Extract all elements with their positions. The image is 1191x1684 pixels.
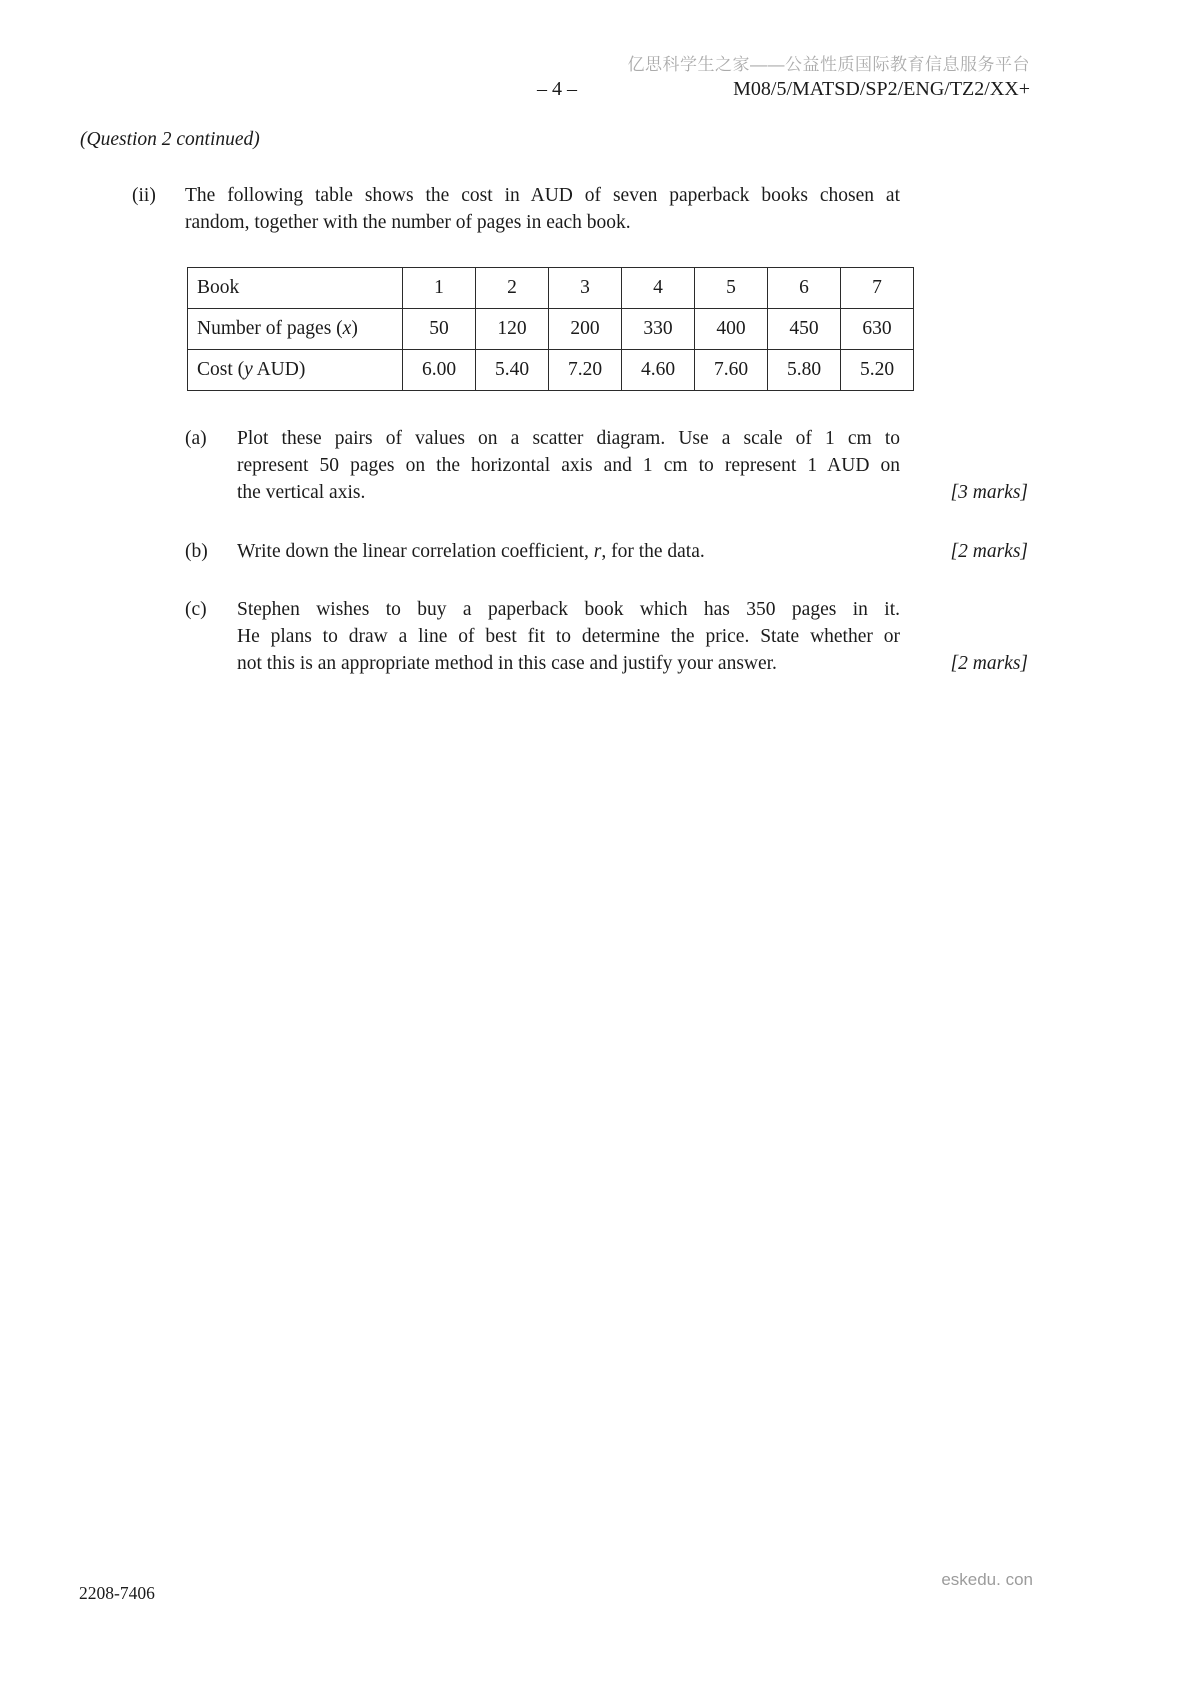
part-c-label: (c) — [185, 599, 207, 620]
table-cell: 200 — [549, 309, 622, 350]
footer-watermark-text: eskedu. con — [941, 1570, 1033, 1589]
table-row-pages — [188, 309, 914, 350]
paper-code: M08/5/MATSD/SP2/ENG/TZ2/XX+ — [733, 78, 1030, 100]
question-continued-note: (Question 2 continued) — [80, 129, 260, 150]
page-number: – 4 – — [537, 78, 577, 100]
table-cell: 7 — [841, 268, 914, 309]
table-cell: 6 — [768, 268, 841, 309]
part-b-variable: r — [593, 541, 602, 562]
part-c-line-2: He plans to draw a line of best fit to determine the price. State whether or — [237, 626, 900, 647]
table-cell: 6.00 — [403, 350, 476, 391]
row-header-variable: x — [342, 318, 352, 339]
part-c-line-1: Stephen wishes to buy a paperback book which has 350 pages in it. — [237, 599, 900, 620]
table-cell: 7.60 — [695, 350, 768, 391]
part-b-text-before: Write down the linear correlation coefficient, — [237, 541, 594, 562]
table-cell: 50 — [403, 309, 476, 350]
book-data-table — [187, 267, 914, 391]
table-cell: 2 — [476, 268, 549, 309]
question-part-a — [185, 425, 900, 506]
part-a-label: (a) — [185, 428, 207, 449]
part-c-text — [237, 596, 900, 677]
table-row-cost — [188, 350, 914, 391]
part-c-line-3: not this is an appropriate method in this case and justify your answer. — [237, 653, 777, 674]
table-cell: 630 — [841, 309, 914, 350]
question-part-c — [185, 596, 900, 677]
row-header-pages — [188, 309, 403, 350]
part-a-line-1: Plot these pairs of values on a scatter diagram. Use a scale of 1 cm to — [237, 428, 900, 449]
part-a-text — [237, 425, 900, 506]
row-header-text: Book — [197, 277, 240, 298]
table-cell: 5 — [695, 268, 768, 309]
site-watermark-text: 亿思科学生之家——公益性质国际教育信息服务平台 — [627, 55, 1030, 74]
table-cell: 4.60 — [622, 350, 695, 391]
table-cell: 400 — [695, 309, 768, 350]
table-cell: 450 — [768, 309, 841, 350]
table-row-book — [188, 268, 914, 309]
row-header-variable: y — [244, 359, 253, 380]
question-part-b — [185, 538, 900, 565]
table-cell: 120 — [476, 309, 549, 350]
row-header-text: Cost ( — [197, 359, 245, 380]
document-code: 2208-7406 — [79, 1583, 155, 1603]
part-b-text-after: , for the data. — [601, 541, 705, 562]
part-b-label: (b) — [185, 541, 208, 562]
part-b-text — [237, 538, 900, 565]
part-c-marks: [2 marks] — [950, 653, 1028, 674]
part-b-marks: [2 marks] — [950, 541, 1028, 562]
table-cell: 5.80 — [768, 350, 841, 391]
row-header-suffix: ) — [351, 318, 358, 339]
part-ii-text — [185, 182, 900, 236]
row-header-suffix: AUD) — [252, 359, 306, 380]
row-header-cost — [188, 350, 403, 391]
part-a-marks: [3 marks] — [950, 482, 1028, 503]
part-ii-line-2: random, together with the number of pages in each book. — [185, 212, 631, 233]
question-part-ii — [132, 182, 900, 236]
part-a-line-2: represent 50 pages on the horizontal axis and 1 cm to represent 1 AUD on — [237, 455, 900, 476]
part-a-line-3: the vertical axis. — [237, 482, 366, 503]
table-cell: 1 — [403, 268, 476, 309]
table-cell: 7.20 — [549, 350, 622, 391]
table-cell: 4 — [622, 268, 695, 309]
table-cell: 330 — [622, 309, 695, 350]
part-ii-label: (ii) — [132, 185, 156, 206]
part-ii-line-1: The following table shows the cost in AUD of seven paperback books chosen at — [185, 185, 900, 206]
table-cell: 5.20 — [841, 350, 914, 391]
table-cell: 5.40 — [476, 350, 549, 391]
row-header-text: Number of pages ( — [197, 318, 343, 339]
row-header-book — [188, 268, 403, 309]
table-cell: 3 — [549, 268, 622, 309]
